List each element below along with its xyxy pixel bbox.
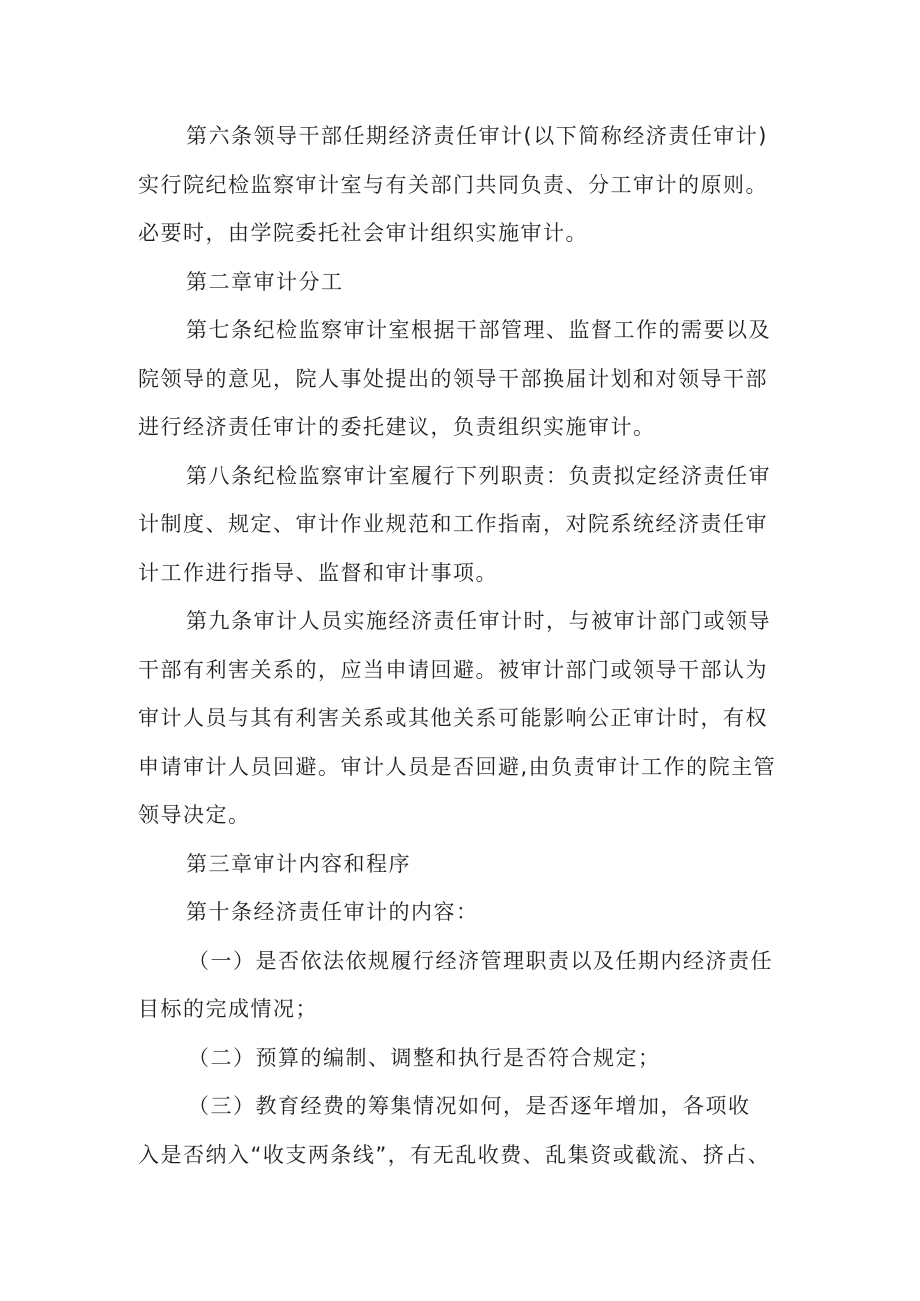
- text-line-12: 干部有利害关系的，应当申请回避。被审计部门或领导干部认为: [138, 657, 768, 682]
- text-line-13: 审计人员与其有利害关系或其他关系可能影响公正审计时，有权: [138, 706, 768, 730]
- text-line-17: 第十条经济责任审计的内容：: [186, 900, 479, 924]
- text-line-3: 必要时，由学院委托社会审计组织实施审计。: [138, 221, 588, 245]
- text-line-9: 计制度、规定、审计作业规范和工作指南，对院系统经济责任审: [138, 512, 768, 536]
- text-line-11: 第九条审计人员实施经济责任审计时，与被审计部门或领导: [186, 609, 771, 633]
- text-line-10: 计工作进行指导、监督和审计事项。: [138, 560, 498, 585]
- text-line-1: 第六条领导干部任期经济责任审计(以下简称经济责任审计): [186, 124, 768, 148]
- text-line-15: 领导决定。: [138, 803, 251, 827]
- chapter-heading-3: 第三章审计内容和程序: [186, 851, 411, 876]
- text-line-7: 进行经济责任审计的委托建议，负责组织实施审计。: [138, 415, 656, 439]
- text-line-5: 第七条纪检监察审计室根据干部管理、监督工作的需要以及: [186, 318, 771, 342]
- text-line-6: 院领导的意见，院人事处提出的领导干部换届计划和对领导干部: [138, 366, 768, 391]
- text-line-19: 目标的完成情况；: [138, 997, 318, 1021]
- text-line-14: 申请审计人员回避。审计人员是否回避,由负责审计工作的院主管: [138, 754, 777, 779]
- chapter-heading-2: 第二章审计分工: [186, 269, 344, 294]
- text-line-8: 第八条纪检监察审计室履行下列职责：负责拟定经济责任审: [186, 463, 771, 488]
- list-item-3: （三）教育经费的筹集情况如何，是否逐年增加，各项收: [188, 1094, 751, 1118]
- list-item-2: （二）预算的编制、调整和执行是否符合规定；: [188, 1045, 661, 1070]
- text-line-2: 实行院纪检监察审计室与有关部门共同负责、分工审计的原则。: [138, 172, 768, 197]
- list-item-1: （一）是否依法依规履行经济管理职责以及任期内经济责任: [188, 948, 773, 973]
- text-line-22: 入是否纳入“收支两条线”，有无乱收费、乱集资或截流、挤占、: [138, 1142, 771, 1167]
- document-body: [138, 112, 818, 1179]
